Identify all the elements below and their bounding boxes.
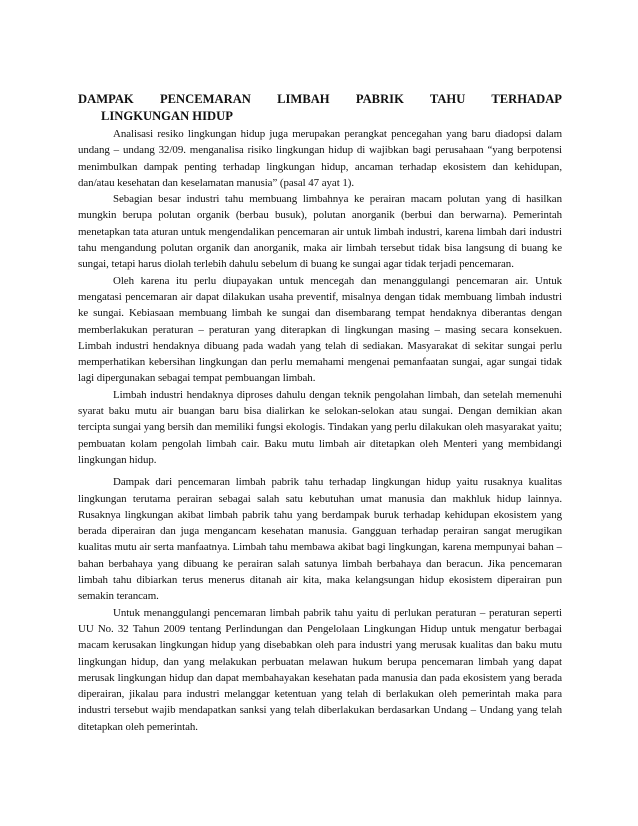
paragraph-impact: Dampak dari pencemaran limbah pabrik tahu terhadap lingkungan hidup yaitu rusaknya kualitas lingkungan terutama perairan sebagai salah satu kebutuhan umat manusia dan makhluk hidup lainnya. Rusaknya lingkungan akibat limbah pabrik tahu yang berdampak buruk terhadap kehidupan ekosistem yang berada diperairan dan juga mengancam kesehatan manusia. Gangguan terhadap perairan sangat merugikan kualitas mutu air serta manfaatnya. Limbah tahu membawa akibat bagi lingkungan, karena mempunyai bahan – bahan berbahaya yang dibuang ke perairan salah satunya limbah berbahaya dan beracun. Jika pencemaran limbah tahu dibiarkan terus menerus ditanah air kita, maka kelangsungan hidup ekosistem diperairan pun semakin terancam. — [78, 476, 562, 603]
paragraph-industry-waste: Sebagian besar industri tahu membuang limbahnya ke perairan macam polutan yang di hasilkan mungkin berupa polutan organik (berbau busuk), polutan anorganik (berbui dan berwarna). Pemerintah menetapkan tata aturan untuk mengendalikan pencemaran air untuk limbah industri, karena limbah dari industri tahu mengandung polutan organik dan anorganik, maka air limbah tersebut tidak bisa langsung di buang ke sungai, tetapi harus diolah terlebih dahulu sebelum di buang ke sungai agar tidak terjadi pencemaran. — [78, 193, 562, 271]
paragraph-prevention: Oleh karena itu perlu diupayakan untuk mencegah dan menanggulangi pencemaran air. Untuk mengatasi pencemaran air dapat dilakukan usaha preventif, misalnya dengan tidak membuang limbah industri ke sungai. Kebiasaan membuang limbah ke sungai dan disembarang tempat hendaknya diberantas dengan memberlakukan peraturan – peraturan yang diterapkan di lingkungan masing – masing secara konsekuen. Limbah industri hendaknya dibuang pada wadah yang telah di sediakan. Masyarakat di sekitar sungai perlu memperhatikan kebersihan lingkungan dan perlu memahami mengenai pemanfaatan sungai, agar sungai tidak lagi dipergunakan sebagai tempat pembuangan limbah. — [78, 274, 562, 385]
paragraph-risk-analysis: Analisasi resiko lingkungan hidup juga merupakan perangkat pencegahan yang baru diadopsi dalam undang – undang 32/09. menganalisa risiko lingkungan hidup di wajibkan bagi perusahaan “yang berpotensi menimbulkan dampak penting terhadap lingkungan hidup, ancaman terhadap ekosistem dan kehidupan, dan/atau kesehatan dan keselamatan manusia” (pasal 47 ayat 1). — [78, 128, 562, 189]
document-title: DAMPAK PENCEMARAN LIMBAH PABRIK TAHU TERHADAP — [78, 92, 562, 106]
paragraph-regulation: Untuk menanggulangi pencemaran limbah pabrik tahu yaitu di perlukan peraturan – peraturan seperti UU No. 32 Tahun 2009 tentang Perlindungan dan Pengelolaan Lingkungan Hidup untuk mengatur berbagai macam kerusakan lingkungan hidup yang disebabkan oleh para industri yang merusak kualitas dan baku mutu lingkungan hidup, dan yang melakukan perbuatan melawan hukum berupa pencemaran limbah yang dapat merusak lingkungan hidup dan dapat membahayakan kesehatan pada manusia dan pada ekosistem yang berada diperairan, jikalau para industri melanggar ketentuan yang telah di berlakukan oleh pemerintah maka para industri tersebut wajib mendapatkan sanksi yang telah diberlakukan berdasarkan Undang – Undang yang telah ditetapkan oleh pemerintah. — [78, 606, 562, 733]
document-page — [78, 91, 562, 735]
paragraph-waste-processing: Limbah industri hendaknya diproses dahulu dengan teknik pengolahan limbah, dan setelah memenuhi syarat baku mutu air buangan baru bisa dialirkan ke selokan-selokan atau sungai. Dengan demikian akan tercipta sungai yang bersih dan memiliki fungsi ekologis. Tindakan yang perlu dilakukan oleh masyarakat yaitu; pembuatan kolam pengolah limbah cair. Baku mutu limbah air ditetapkan oleh Menteri yang membidangi lingkungan hidup. — [78, 388, 562, 466]
document-title-continuation: LINGKUNGAN HIDUP — [101, 109, 233, 123]
